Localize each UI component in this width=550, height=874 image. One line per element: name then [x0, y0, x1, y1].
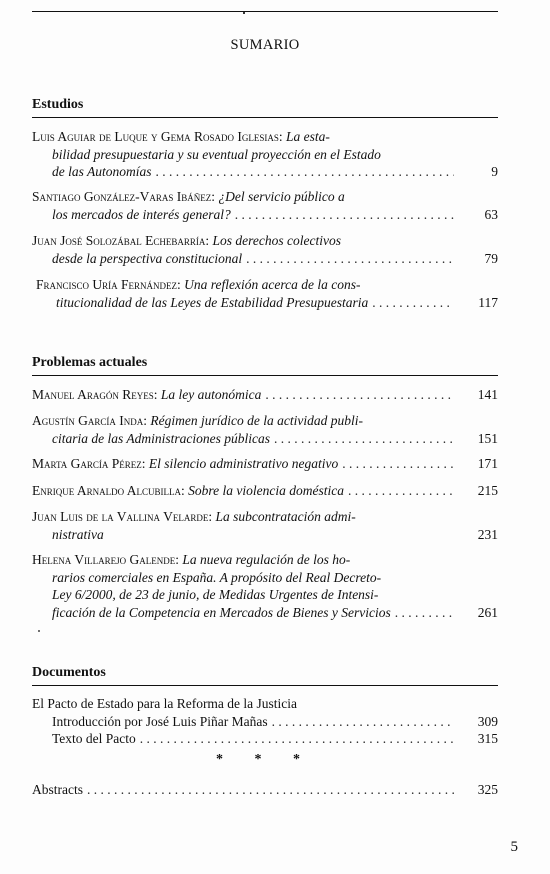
entry-author: Juan Luis de la Vallina Velarde: [32, 509, 213, 524]
entry-title: rarios comerciales en España. A propósito del Real Decreto- [52, 569, 382, 585]
entry-title: Ley 6/2000, de 23 de junio, de Medidas Urgentes de Intensi- [52, 587, 379, 602]
entry-title: titucionalidad de las Leyes de Estabilidad Presupuestaria [56, 294, 369, 310]
section-rule-problemas-actuales [32, 375, 498, 376]
entry-author: Luis Aguiar de Luque y Gema Rosado Iglesias: [32, 129, 283, 144]
dot-leader [140, 730, 454, 748]
page-number: 315 [477, 731, 498, 746]
page-number: 171 [477, 456, 498, 471]
section-rule-documentos [32, 685, 498, 686]
dot-leader [372, 294, 454, 312]
entry-title: Régimen jurídico de la actividad publi- [150, 413, 363, 428]
entry-author: Santiago González-Varas Ibáñez: [32, 189, 215, 204]
entry-title: La nueva regulación de los ho- [182, 552, 351, 567]
toc-entry[interactable] [36, 276, 498, 311]
dot-leader [342, 455, 454, 473]
toc-entry[interactable] [32, 551, 498, 621]
page-number: 325 [477, 782, 498, 797]
entry-title: La esta- [286, 129, 330, 144]
toc-entry[interactable] [32, 188, 498, 223]
entry-title: ¿Del servicio público a [218, 189, 345, 204]
dot-leader [272, 713, 454, 731]
section-heading-estudios: Estudios [32, 97, 84, 112]
dot-leader [395, 604, 454, 622]
entry-title: El Pacto de Estado para la Reforma de la Justicia [32, 696, 298, 711]
entry-author: Francisco Uría Fernández: [36, 277, 181, 292]
page-number: 215 [477, 483, 498, 498]
section-heading-problemas-actuales: Problemas actuales [32, 355, 148, 370]
toc-entry[interactable] [32, 455, 498, 473]
entry-title: Abstracts [32, 782, 83, 797]
entry-author: Manuel Aragón Reyes: [32, 387, 158, 402]
top-rule [32, 11, 498, 12]
dot-leader [87, 781, 454, 799]
toc-entry[interactable] [32, 412, 498, 447]
entry-author: Juan José Solozábal Echebarría: [32, 233, 210, 248]
toc-entry[interactable] [32, 128, 498, 181]
entry-title: desde la perspectiva constitucional [52, 250, 243, 266]
entry-title: de las Autonomías [52, 164, 152, 179]
toc-entry[interactable] [32, 695, 498, 748]
toc-entry[interactable] [32, 386, 498, 404]
entry-title: bilidad presupuestaria y su eventual proyección en el Estado [52, 146, 381, 162]
dot-leader [274, 430, 454, 448]
toc-entry[interactable] [32, 508, 498, 543]
entry-title: La subcontratación admi- [215, 509, 356, 524]
dot-leader [156, 163, 454, 181]
dot-leader [235, 206, 454, 224]
separator-asterisks: * * * [216, 752, 314, 767]
entry-title: los mercados de interés general? [52, 206, 231, 222]
entry-author: Agustín García Inda: [32, 413, 147, 428]
entry-title: nistrativa [52, 526, 104, 542]
page-number: 79 [484, 250, 498, 266]
page-number: 231 [477, 526, 498, 542]
entry-author: Marta García Pérez: [32, 456, 146, 471]
page-number: 309 [477, 713, 498, 729]
entry-author: Helena Villarejo Galende: [32, 552, 179, 567]
page-title: SUMARIO [230, 37, 300, 53]
entry-title: Sobre la violencia doméstica [188, 483, 344, 498]
folio-page-number: 5 [510, 839, 518, 855]
page-number: 117 [478, 294, 498, 310]
entry-title: Una reflexión acerca de la cons- [184, 277, 361, 292]
mark-dot [243, 12, 245, 14]
section-rule-estudios [32, 117, 498, 118]
entry-subtitle: Introducción por José Luis Piñar Mañas [52, 713, 268, 729]
toc-entry[interactable] [32, 232, 498, 267]
entry-title: La ley autonómica [160, 387, 262, 402]
toc-entry[interactable] [32, 482, 498, 500]
entry-title: citaria de las Administraciones públicas [52, 430, 270, 446]
section-heading-documentos: Documentos [32, 665, 106, 680]
entry-subtitle: Texto del Pacto [52, 731, 136, 746]
page-number: 9 [491, 164, 498, 179]
entry-author: Enrique Arnaldo Alcubilla: [32, 483, 185, 498]
toc-entry-abstracts[interactable] [32, 781, 498, 799]
dot-leader [348, 482, 454, 500]
entry-title: ficación de la Competencia en Mercados de Bienes y Servicios [52, 604, 391, 620]
entry-title: Los derechos colectivos [212, 233, 341, 248]
page-number: 151 [477, 430, 498, 446]
entry-title: El silencio administrativo negativo [148, 456, 339, 471]
speck [38, 630, 40, 632]
dot-leader [265, 386, 454, 404]
page-number: 261 [477, 604, 498, 620]
page-number: 141 [477, 387, 498, 402]
dot-leader [246, 250, 454, 268]
page-number: 63 [484, 206, 498, 222]
